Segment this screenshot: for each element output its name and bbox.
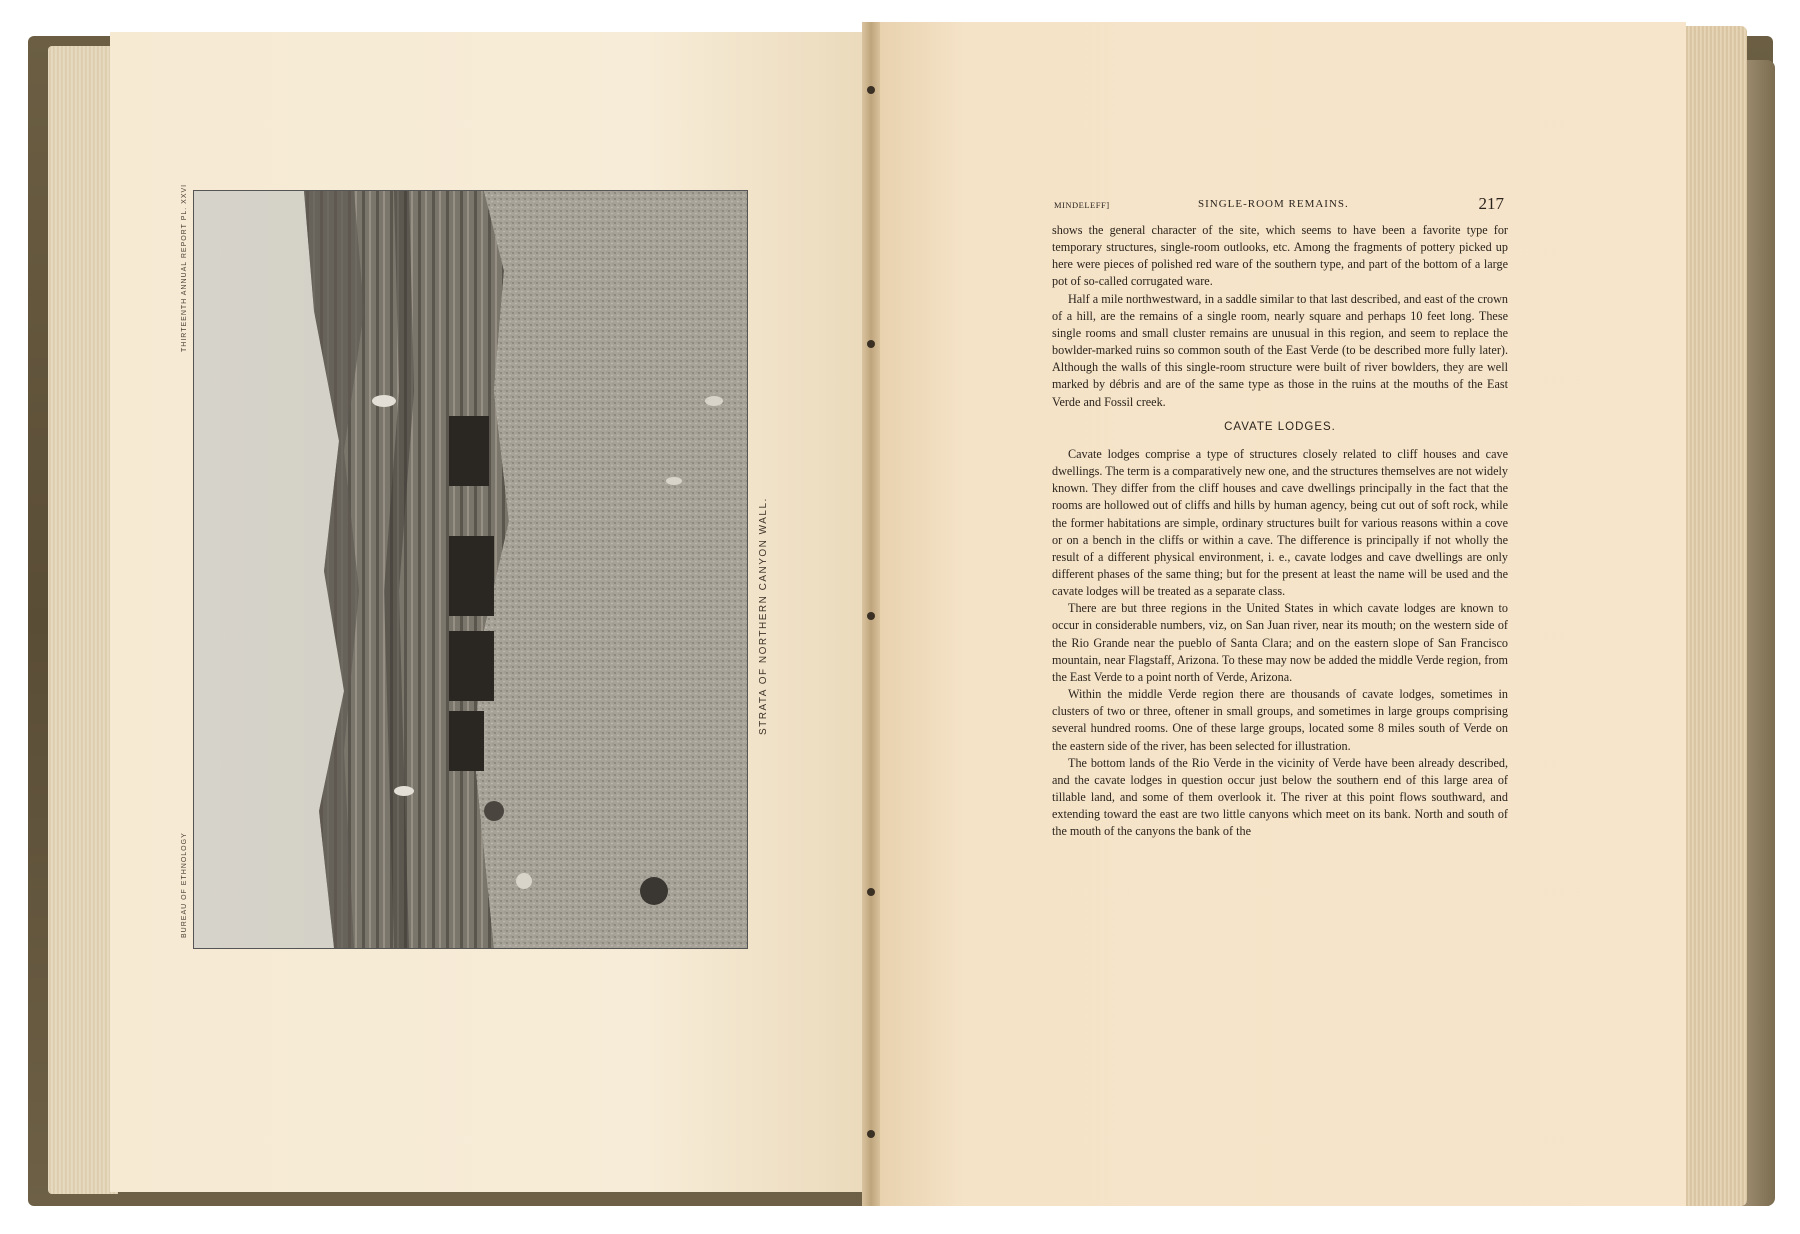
paragraph: shows the general character of the site, which seems to have been a favorite type for temporary structures, single-room outlooks, etc. Among the fragments of pottery picked up here were pieces of polished red ware of the southern type, and part of the bottom of a large pot of so-called corrugated ware. [1052,223,1508,289]
running-title: SINGLE-ROOM REMAINS. [1198,198,1349,210]
plate-bottom-label: BUREAU OF ETHNOLOGY [181,832,188,938]
binding-stitch [867,888,875,896]
plate-caption: STRATA OF NORTHERN CANYON WALL. [758,497,769,735]
running-author: MINDELEFF] [1054,200,1110,210]
binding-stitch [867,1130,875,1138]
page-number: 217 [1478,194,1504,213]
paragraph: Half a mile northwestward, in a saddle similar to that last described, and east of the crown of a hill, are the remains of a single room, nearly square and perhaps 10 feet long. These single rooms and small cluster remains are unusual in this region, and seem to replace the bowlder-marked ruins so common south of the East Verde (to be described more fully later). Although the walls of this single-room structure were built of river bowlders, they are well marked by débris and are of the same type as those in the ruins at the mouths of the East Verde and Fossil creek. [1052,291,1508,409]
section-heading: CAVATE LODGES. [1224,420,1336,433]
paragraph: There are but three regions in the United States in which cavate lodges are known to occur in considerable numbers, viz, on San Juan river, near its mouth; on the western side of the Rio Grande near the pueblo of Santa Clara; and on the eastern slope of San Francisco mountain, near Flagstaff, Arizona. To these may now be added the middle Verde region, from the East Verde to a point north of Verde, Arizona. [1052,601,1508,684]
photo-plate [193,190,748,949]
body-text [1052,222,1508,840]
binding-stitch [867,86,875,94]
paragraph: Within the middle Verde region there are thousands of cavate lodges, sometimes in clusters of two or three, oftener in small groups, and sometimes in large groups comprising several hundred rooms. One of these large groups, located some 8 miles south of Verde on the eastern side of the river, has been selected for illustration. [1052,687,1508,753]
binding-stitch [867,612,875,620]
page-block-left [48,46,118,1194]
canyon-photo [194,191,747,948]
paragraph: Cavate lodges comprise a type of structures closely related to cliff houses and cave dwellings. The term is a comparatively new one, and the structures themselves are not widely known. They differ from the cliff houses and cave dwellings principally in the fact that the rooms are hollowed out of cliffs and hills by human agency, being cut out of soft rock, while the former habitations are simple, ordinary structures built for various reasons within a cove or on a bench in the cliffs or within a cave. The difference is principally if not wholly the result of a different physical environment, i. e., cavate lodges and cave dwellings are only different phases of the same thing; but for the present at least the name will be used and the cavate lodges will be treated as a separate class. [1052,446,1508,599]
running-header [1054,196,1504,216]
binding-stitch [867,340,875,348]
plate-top-label: THIRTEENTH ANNUAL REPORT PL. XXVI [181,183,188,352]
paragraph: The bottom lands of the Rio Verde in the vicinity of Verde have been already described, and the cavate lodges in question occur just below the southern end of this large area of tillable land, and some of them overlook it. The river at this point flows southward, and extending toward the east are two little canyons which meet on its bank. North and south of the mouth of the canyons the bank of the [1052,755,1508,839]
